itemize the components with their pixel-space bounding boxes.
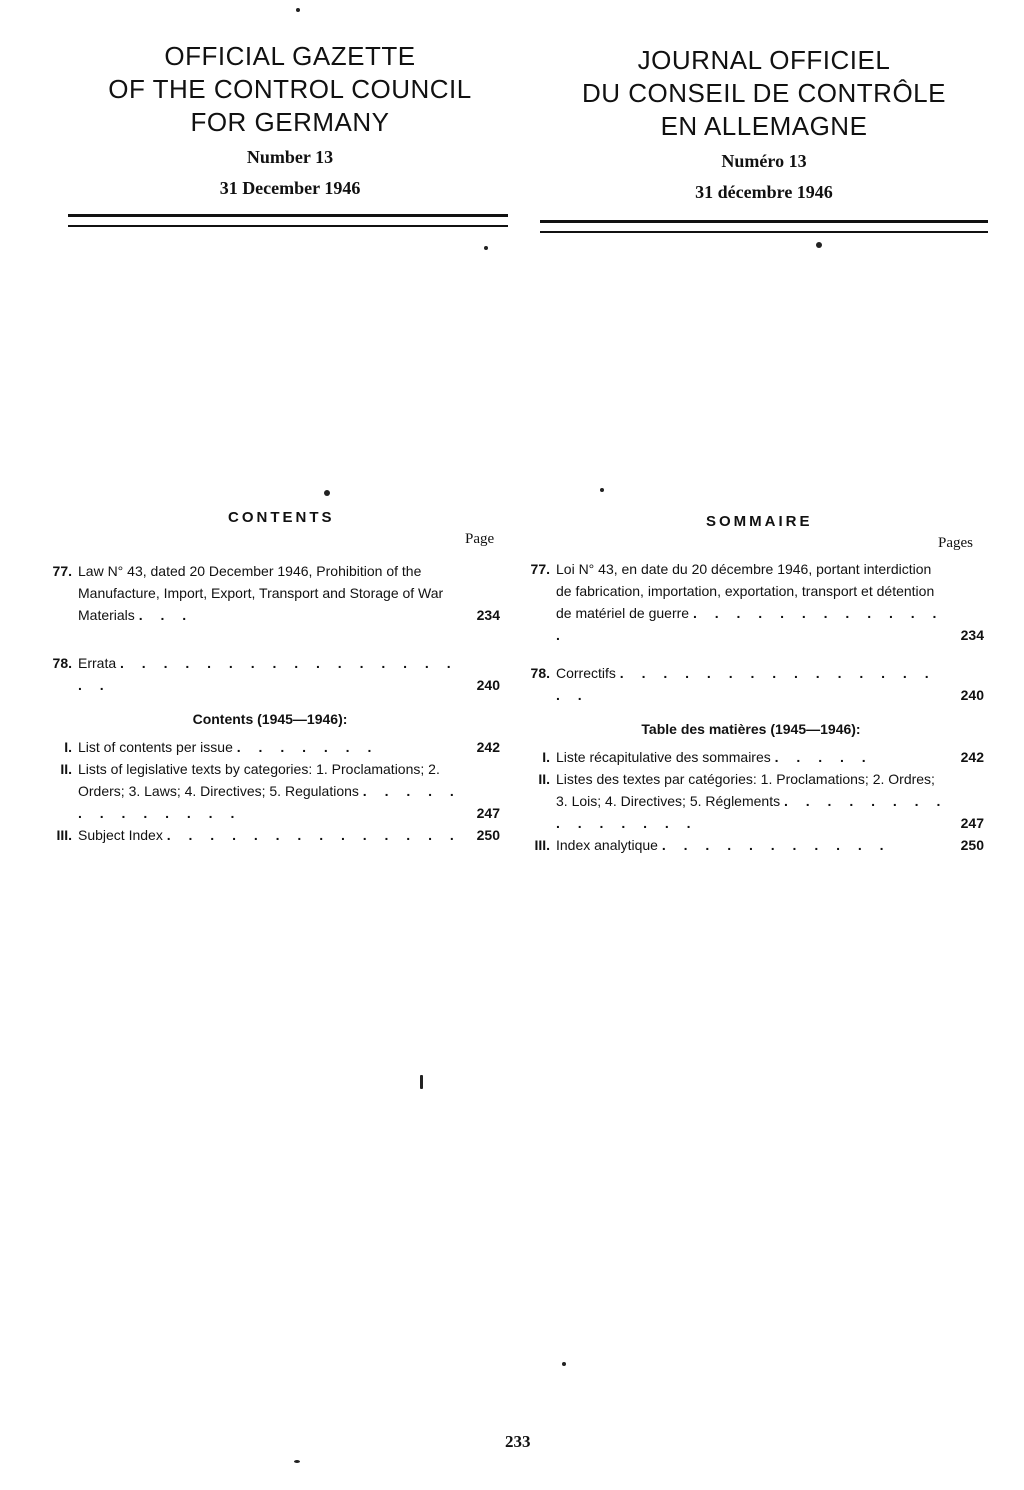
ink-speck [420,1075,423,1089]
masthead-english [70,40,510,199]
toc-entry-77-fr [518,558,984,646]
ink-speck [562,1362,566,1366]
entry-page: 247 [960,815,984,831]
entry-number: I. [542,749,550,765]
entry-page: 247 [476,805,500,821]
entry-page: 242 [476,739,500,755]
ink-speck [600,488,604,492]
journal-title-line-2: DU CONSEIL DE CONTRÔLE [582,78,946,108]
toc-subentry-ii-fr [518,768,984,834]
entry-title: List of contents per issue . . . . . . . [78,739,379,755]
sommaire-heading: SOMMAIRE [706,513,813,530]
entry-number: II. [60,761,72,777]
gazette-title-line-1: OFFICIAL GAZETTE [164,41,416,71]
toc-subentry-iii [40,824,500,846]
entry-number: III. [56,827,72,843]
masthead-french [540,44,988,203]
entry-number: 77. [52,563,72,579]
entry-title: Lists of legislative texts by categories: 1. Proclamations; 2. Orders; 3. Laws; 4. Directives; 5. Regulations . . . . . . . . . . . . . [78,761,461,821]
toc-subentry-iii-fr [518,834,984,856]
entry-page: 240 [476,677,500,693]
entry-number: 78. [530,665,550,681]
entry-page: 250 [476,827,500,843]
page-number: 233 [505,1432,531,1451]
contents-heading: CONTENTS [228,509,335,526]
entry-page: 240 [960,687,984,703]
gazette-title-line-2: OF THE CONTROL COUNCIL [108,74,472,104]
contents-subheading: Contents (1945—1946): [192,711,348,727]
gazette-title-line-3: FOR GERMANY [190,107,390,137]
issue-number: Number 13 [246,147,334,167]
journal-title-line-3: EN ALLEMAGNE [660,111,868,141]
toc-entry-77 [40,560,500,626]
entry-page: 250 [960,837,984,853]
entry-page: 234 [960,627,984,643]
contents-list-english [40,560,500,846]
entry-title: Law N° 43, dated 20 December 1946, Prohibition of the Manufacture, Import, Export, Transport and Storage of War Materials . . . [78,563,444,623]
contents-list-french [518,558,984,856]
entry-page: 242 [960,749,984,765]
ink-speck [816,242,822,248]
entry-title: Loi N° 43, en date du 20 décembre 1946, portant interdiction de fabrication, importation, exportation, transport et détention de matériel de guerre . . . . . . . . . . . . . [556,561,944,643]
entry-title: Subject Index . . . . . . . . . . . . . . [78,827,461,843]
toc-entry-78 [40,652,500,696]
ink-speck [484,246,488,250]
issue-number-fr: Numéro 13 [721,151,807,171]
entry-title: Liste récapitulative des sommaires . . . . . [556,749,873,765]
toc-subentry-i [40,736,500,758]
toc-entry-78-fr [518,662,984,706]
toc-subentry-i-fr [518,746,984,768]
journal-title-line-1: JOURNAL OFFICIEL [637,45,891,75]
entry-number: III. [534,837,550,853]
pages-column-label: Pages [938,535,973,551]
entry-page: 234 [476,607,500,623]
contents-subheading-fr: Table des matières (1945—1946): [641,721,861,737]
masthead-rule-right [540,220,988,233]
issue-date-fr: 31 décembre 1946 [695,182,833,202]
ink-speck [294,1460,300,1463]
issue-date: 31 December 1946 [219,178,361,198]
entry-number: II. [538,771,550,787]
entry-title: Errata . . . . . . . . . . . . . . . . . . [78,655,458,693]
entry-title: Index analytique . . . . . . . . . . . [556,837,891,853]
masthead-rule-left [68,214,508,227]
ink-speck [324,490,330,496]
entry-number: I. [64,739,72,755]
entry-number: 78. [52,655,72,671]
entry-number: 77. [530,561,550,577]
ink-speck [296,8,300,12]
entry-title: Listes des textes par catégories: 1. Proclamations; 2. Ordres; 3. Lois; 4. Directives; 5. Réglements . . . . . . . . . . . . . . . [556,771,948,831]
toc-subentry-ii [40,758,500,824]
entry-title: Correctifs . . . . . . . . . . . . . . . . . [556,665,936,703]
page-column-label: Page [465,531,495,547]
